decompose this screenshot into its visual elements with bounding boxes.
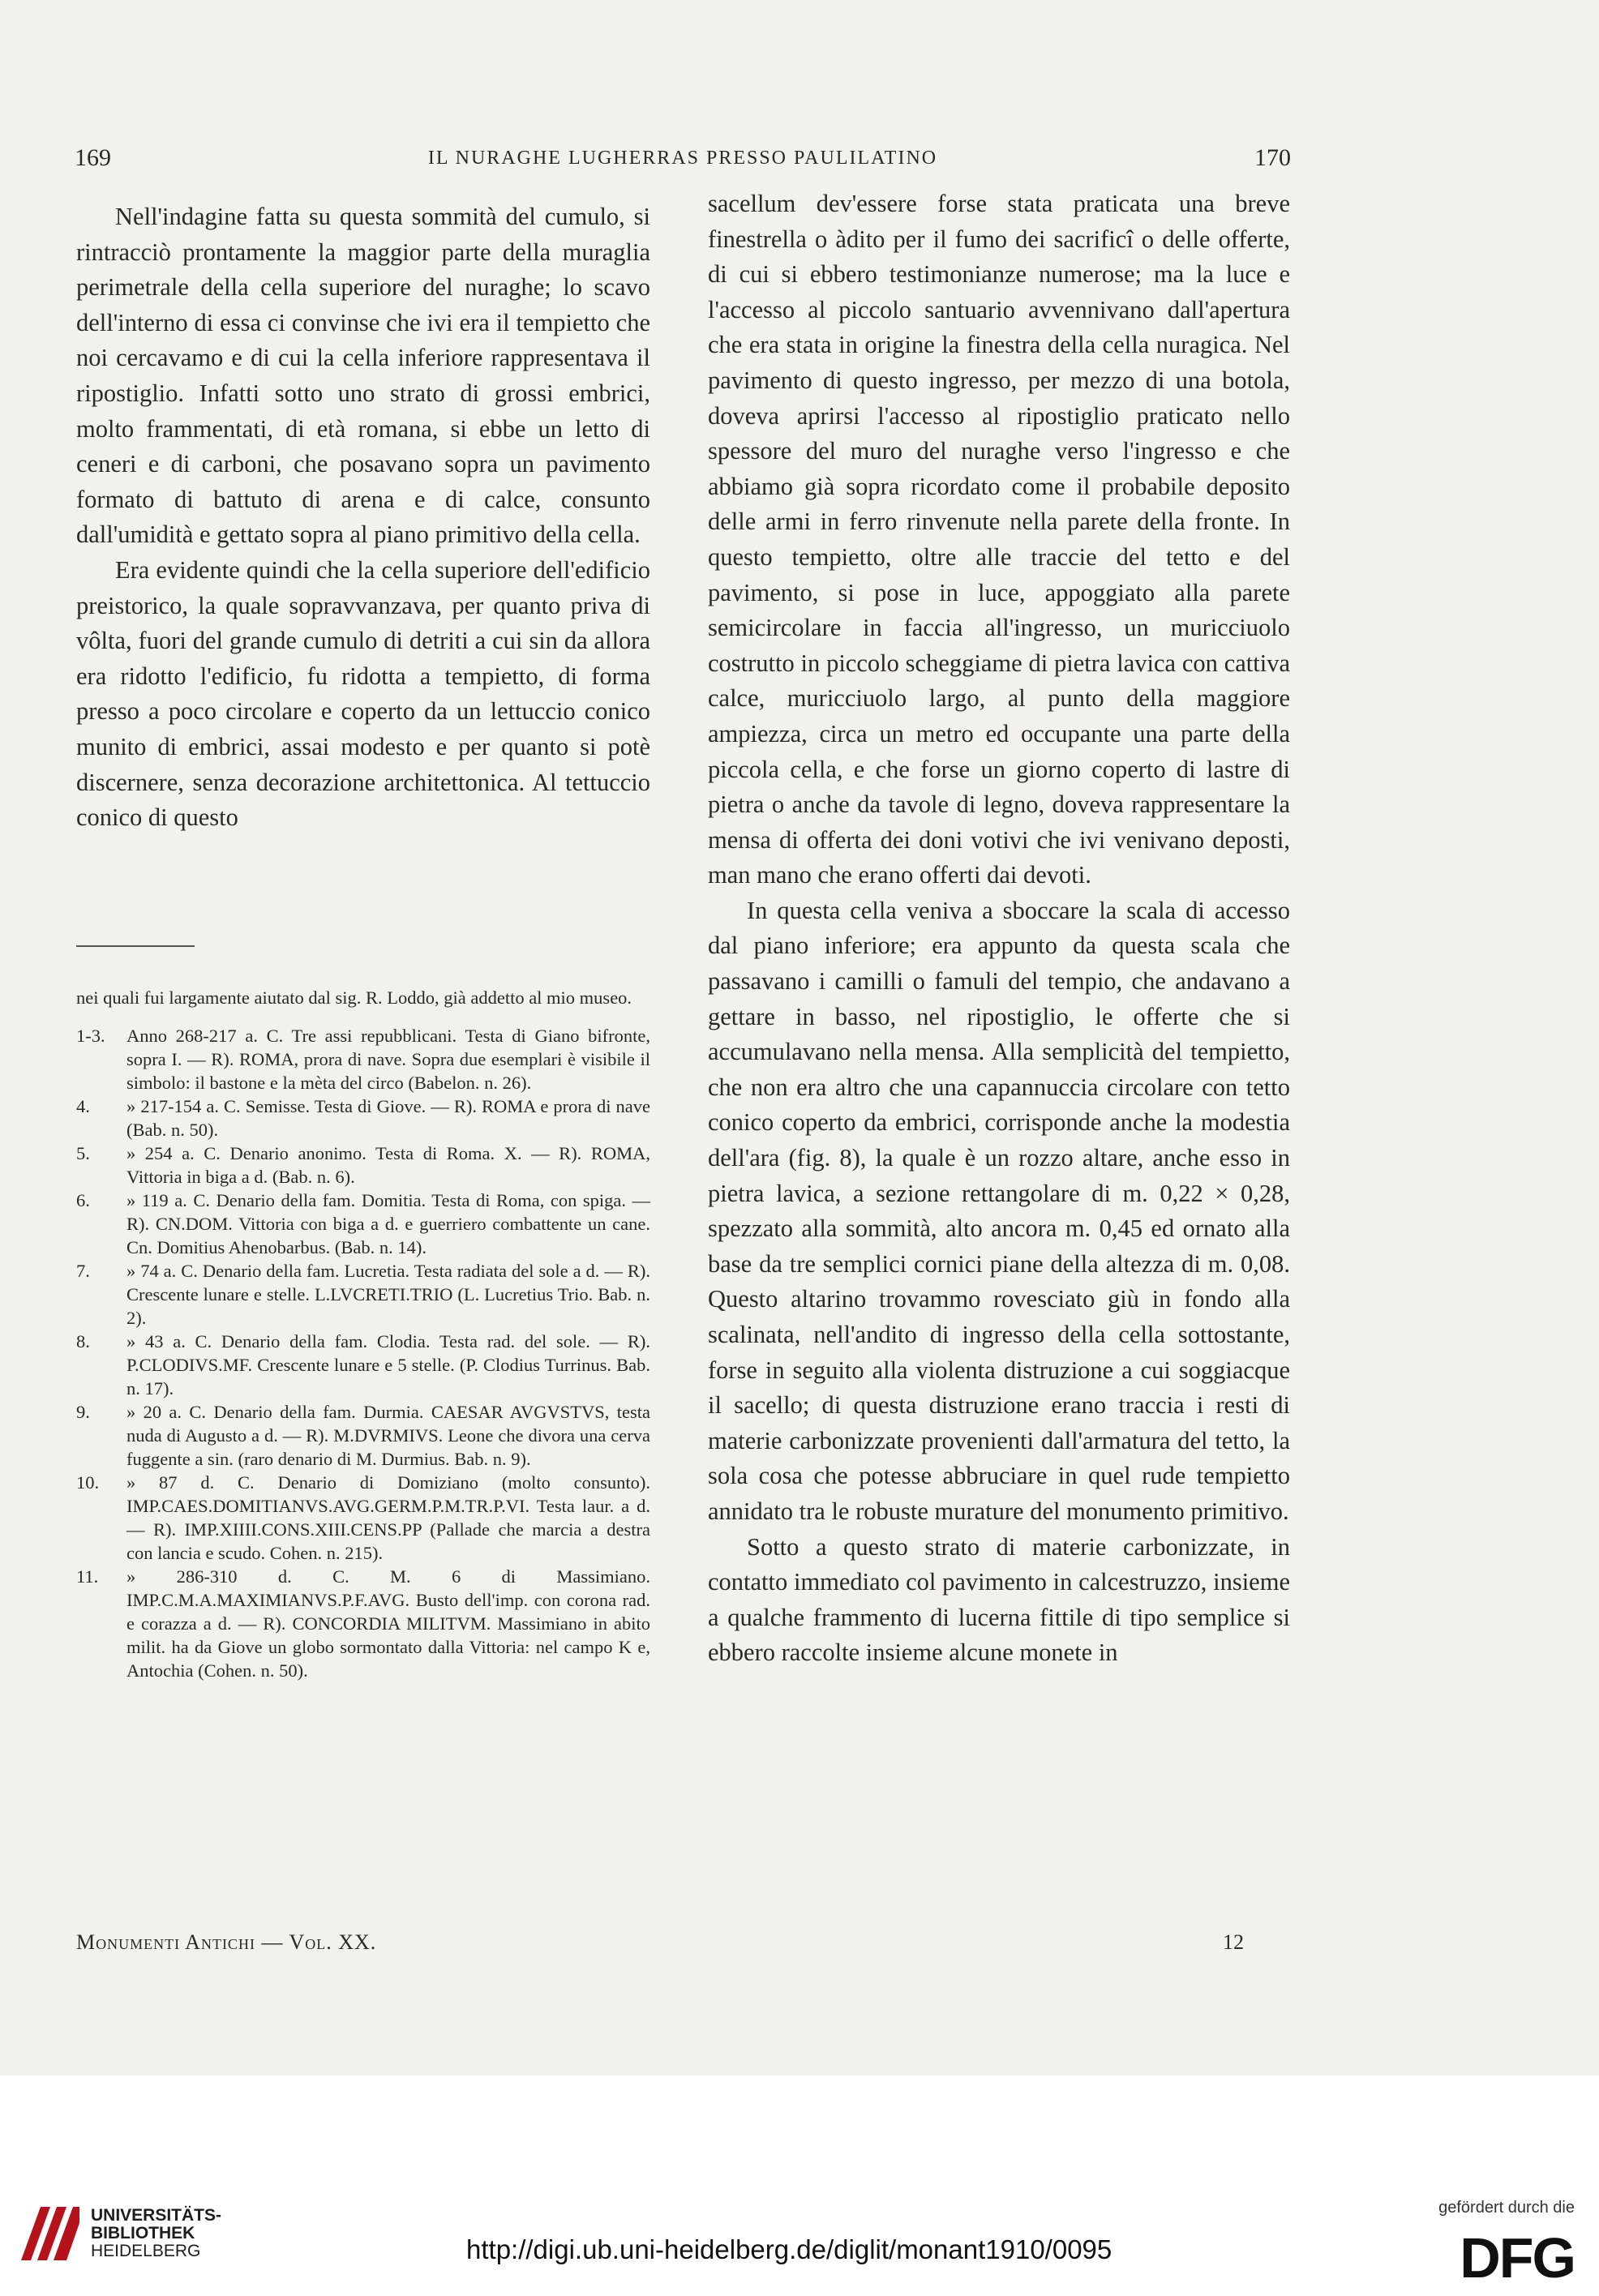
footnote-text: » 43 a. C. Denario della fam. Clodia. Testa rad. del sole. — R). P.CLODIVS.MF. Crescente lunare e 5 stelle. (P. Clodius Turrinus. Bab. n. 17).: [126, 1331, 650, 1399]
footnote-rule: [76, 945, 195, 947]
right-paragraph: In questa cella veniva a sboccare la scala di accesso dal piano inferiore; era appunto da questa scala che passavano i camilli o famuli del tempio, che andavano a gettare in basso, nel ripostiglio, le offerte che si accumulavano nella mensa. Alla semplicità del tempietto, che non era altro che una capannuccia circolare con tetto conico coperto da embrici, corrisponde anche la modestia dell'ara (fig. 8), la quale è un rozzo altare, anche esso in pietra lavica, a sezione rettangolare di m. 0,22 × 0,28, spezzato alla sommità, alto ancora m. 0,45 ed ornato alla base da tre semplici cornici piane della altezza di m. 0,08. Questo altarino trovammo rovesciato giù in fondo alla scalinata, nell'andito di ingresso della cella sottostante, forse in seguito alla violenta distruzione a cui soggiacque il sacello; di questa distruzione erano traccia i resti di materie carbonizzate provenienti dall'armatura del tetto, la sola cosa che potesse abbruciare in quel rude tempietto annidato tra le robuste murature del monumento primitivo.: [708, 896, 1290, 1525]
footnote-text: » 119 a. C. Denario della fam. Domitia. Testa di Roma, con spiga. — R). CN.DOM. Vittoria con biga a d. e guerriero combattente un cane. Cn. Domitius Ahenobarbus. (Bab. n. 14).: [126, 1190, 650, 1257]
left-paragraph: Era evidente quindi che la cella superiore dell'edificio preistorico, la quale sopravvanzava, per quanto priva di vôlta, fuori del grande cumulo di detriti a cui sin da allora era ridotto l'edificio, fu ridotta a tempietto, di forma presso a poco circolare e coperto da un lettuccio conico munito di embrici, assai modesto e per quanto si potè discernere, senza decorazione architettonica. Al tettuccio conico di questo: [76, 555, 650, 832]
footnote-number: 6.: [76, 1190, 90, 1210]
footnote-number: 8.: [76, 1331, 90, 1351]
footnotes: [76, 986, 650, 1682]
right-paragraph: sacellum dev'essere forse stata praticata una breve finestrella o àdito per il fumo dei sacrificî o delle offerte, di cui si ebbero testimonianze numerose; ma la luce e l'accesso al piccolo santuario avvennivano dall'apertura che era stata in origine la finestra della cella nuragica. Nel pavimento di questo ingresso, per mezzo di una botola, doveva aprirsi l'accesso al ripostiglio praticato nello spessore del muro del nuraghe verso l'ingresso e che abbiamo già sopra ricordato come il probabile deposito delle armi in ferro rinvenute nella parete della fronte. In questo tempietto, oltre alle traccie del tetto e del pavimento, si pose in luce, appoggiato alla parete semicircolare in faccia all'ingresso, un muricciuolo costrutto in piccolo scheggiame di pietra lavica con cattiva calce, muricciuolo largo, al punto della maggiore ampiezza, circa un metro ed occupante una parte della piccola cella, e che forse un giorno coperto di lastre di pietra o anche da tavole di legno, doveva rappresentare la mensa di offerta dei doni votivi che ivi venivano deposti, man mano che erano offerti dai devoti.: [708, 190, 1290, 889]
footnote-text: » 20 a. C. Denario della fam. Durmia. CAESAR AVGVSTVS, testa nuda di Augusto a d. — R). M.DVRMIVS. Leone che divora una cerva fuggente a sin. (raro denario di M. Durmius. Bab. n. 9).: [126, 1402, 650, 1469]
footnote-number: 11.: [76, 1566, 99, 1587]
sponsor-caption: gefördert durch die: [1438, 2199, 1575, 2217]
footnote-item: [76, 1471, 650, 1565]
library-name-line: HEIDELBERG: [91, 2242, 201, 2260]
footnote-text: » 87 d. C. Denario di Domiziano (molto consunto). IMP.CAES.DOMITIANVS.AVG.GERM.P.M.TR.P.VI. Testa laur. a d. — R). IMP.XIIII.CONS.XIII.CENS.PP (Pallade che marcia a destra con lancia e scudo. Cohen. n. 215).: [126, 1472, 650, 1563]
page-number-right: 170: [1254, 144, 1291, 171]
footnote-item: [76, 1142, 650, 1189]
library-name-line: BIBLIOTHEK: [91, 2224, 195, 2242]
footnote-text: » 286-310 d. C. M. 6 di Massimiano. IMP.C.M.A.MAXIMIANVS.P.F.AVG. Busto dell'imp. con corona rad. e corazza a d. — R). CONCORDIA MILITVM. Massimiano in abito milit. ha da Giove un globo sormontato dalla Vittoria: nel campo K e, Antochia (Cohen. n. 50).: [126, 1566, 650, 1681]
footnote-text: » 217-154 a. C. Semisse. Testa di Giove. — R). ROMA e prora di nave (Bab. n. 50).: [126, 1096, 650, 1140]
left-paragraph: Nell'indagine fatta su questa sommità del cumulo, si rintracciò prontamente la maggior parte della muraglia perimetrale della cella superiore del nuraghe; lo scavo dell'interno di essa ci convinse che ivi era il tempietto che noi cercavamo e di cui la cella inferiore rappresentava il ripostiglio. Infatti sotto uno strato di grossi embrici, molto frammentati, di età romana, si ebbe un letto di ceneri e di carboni, che posavano sopra un pavimento formato di battuto di arena e di calce, consunto dall'umidità e gettato sopra al piano primitivo della cella.: [76, 203, 650, 549]
library-name-line: UNIVERSITÄTS-: [91, 2206, 222, 2225]
footnote-item: [76, 1330, 650, 1400]
footnote-number: 9.: [76, 1402, 90, 1422]
footnote-item: [76, 1259, 650, 1330]
footnote-number: 1-3.: [76, 1026, 105, 1046]
footnote-item: [76, 1024, 650, 1094]
right-column: [708, 186, 1290, 1671]
signature-number: 12: [1223, 1930, 1244, 1954]
footnote-number: 7.: [76, 1261, 90, 1281]
right-paragraph: Sotto a questo strato di materie carbonizzate, in contatto immediato col pavimento in calcestruzzo, insieme a qualche frammento di lucerna fittile di tipo semplice si ebbero raccolte insieme alcune monete in: [708, 1532, 1290, 1667]
footnote-intro: nei quali fui largamente aiutato dal sig. R. Loddo, già addetto al mio museo.: [76, 987, 632, 1008]
footnote-text: » 254 a. C. Denario anonimo. Testa di Roma. X. — R). ROMA, Vittoria in biga a d. (Bab. n. 6).: [126, 1143, 650, 1187]
permalink-url[interactable]: http://digi.ub.uni-heidelberg.de/diglit/monant1910/0095: [466, 2234, 1112, 2264]
page-header: [75, 144, 1291, 177]
footnote-item: [76, 1565, 650, 1682]
footnote-item: [76, 1094, 650, 1142]
footnote-text: Anno 268-217 a. C. Tre assi repubblicani. Testa di Giano bifronte, sopra I. — R). ROMA, prora di nave. Sopra due esemplari è visibile il simbolo: il bastone e la mèta del circo (Babelon. n. 26).: [126, 1026, 650, 1093]
dfg-logo: DFG: [1460, 2226, 1575, 2290]
university-library-logo-icon: [18, 2199, 83, 2264]
library-name: [91, 2207, 221, 2260]
page-footer: [76, 1930, 1244, 1963]
footnote-number: 5.: [76, 1143, 90, 1163]
footnote-item: [76, 1400, 650, 1471]
footnote-text: » 74 a. C. Denario della fam. Lucretia. Testa radiata del sole a d. — R). Crescente lunare e stelle. L.LVCRETI.TRIO (L. Lucretius Trio. Bab. n. 2).: [126, 1261, 650, 1328]
left-column: [76, 199, 650, 836]
page-number-left: 169: [75, 144, 111, 171]
digitization-bar: [0, 2075, 1599, 2296]
footnote-number: 4.: [76, 1096, 90, 1116]
running-title: IL NURAGHE LUGHERRAS PRESSO PAULILATINO: [427, 148, 938, 169]
footnote-number: 10.: [76, 1472, 100, 1493]
journal-title: Monumenti Antichi — Vol. XX.: [76, 1930, 377, 1954]
footnote-item: [76, 1189, 650, 1259]
